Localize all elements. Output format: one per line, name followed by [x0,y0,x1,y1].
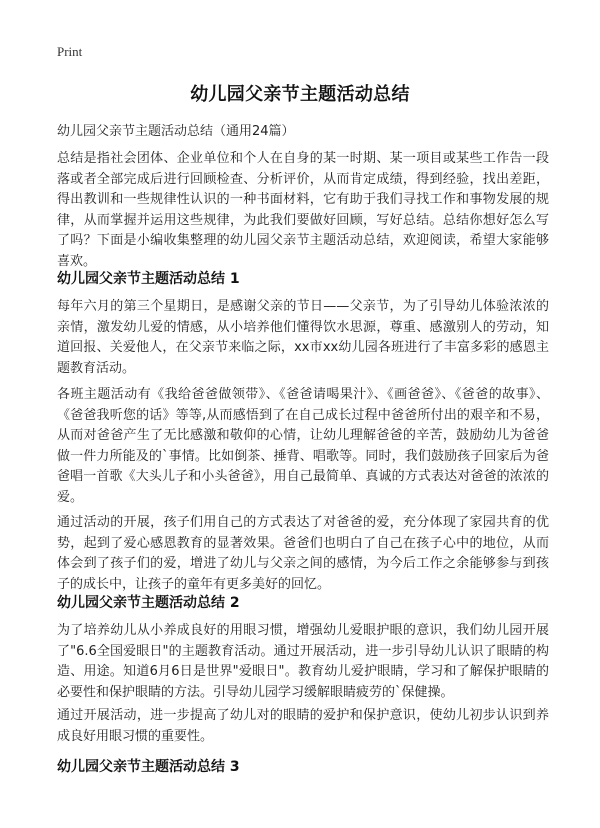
document-subtitle: 幼儿园父亲节主题活动总结（通用24篇） [57,124,295,139]
print-link[interactable]: Print [57,44,83,59]
section-2-paragraph-1: 为了培养幼儿从小养成良好的用眼习惯，增强幼儿爱眼护眼的意识，我们幼儿园开展了"6.6全国爱眼日"的主题教育活动。通过开展活动，进一步引导幼儿认识了眼睛的构造、用途。知道6月6日是世界"爱眼日"。教育幼儿爱护眼睛，学习和了解保护眼睛的必要性和保护眼睛的方法。引导幼儿园学习缓解眼睛疲劳的`保健操。 [57,623,549,700]
page-title: 幼儿园父亲节主题活动总结 [190,84,410,105]
section-2-paragraph-2: 通过开展活动，进一步提高了幼儿对的眼睛的爱护和保护意识，使幼儿初步认识到养成良好用眼习惯的重要性。 [57,708,549,744]
section-1-paragraph-2: 各班主题活动有《我给爸爸做领带》、《爸爸请喝果汁》、《画爸爸》、《爸爸的故事》、《爸爸我听您的话》等等,从而感悟到了在自己成长过程中爸爸所付出的艰辛和不易，从而对爸爸产生了无比感激和敬仰的心情，让幼儿理解爸爸的辛苦，鼓励幼儿为爸爸做一件力所能及的`事情。比如倒茶、捶背、唱歌等。同时，我们鼓励孩子回家后为爸爸唱一首歌《大头儿子和小头爸爸》，用自己最简单、真诚的方式表达对爸爸的浓浓的爱。 [57,387,549,505]
section-heading-2: 幼儿园父亲节主题活动总结 2 [57,595,240,611]
section-heading-1: 幼儿园父亲节主题活动总结 1 [57,271,240,287]
section-1-paragraph-3: 通过活动的开展，孩子们用自己的方式表达了对爸爸的爱，充分体现了家园共育的优势，起到了爱心感恩教育的显著效果。爸爸们也明白了自己在孩子心中的地位，从而体会到了孩子们的爱，增进了幼儿与父亲之间的感情，为今后工作之余能够参与到孩子的成长中，让孩子的童年有更多美好的回忆。 [57,515,549,592]
section-1-paragraph-1: 每年六月的第三个星期日，是感谢父亲的节日——父亲节，为了引导幼儿体验浓浓的亲情，激发幼儿爱的情感，从小培养他们懂得饮水思源，尊重、感激别人的劳动，知道回报、关爱他人，在父亲节来临之际，xx市xx幼儿园各班进行了丰富多彩的感恩主题教育活动。 [57,299,549,376]
section-heading-3: 幼儿园父亲节主题活动总结 3 [57,759,240,775]
intro-paragraph: 总结是指社会团体、企业单位和个人在自身的某一时期、某一项目或某些工作告一段落或者全部完成后进行回顾检查、分析评价，从而肯定成绩，得到经验，找出差距，得出教训和一些规律性认识的一种书面材料，它有助于我们寻找工作和事物发展的规律，从而掌握并运用这些规律，为此我们要做好回顾，写好总结。总结你想好怎么写了吗？下面是小编收集整理的幼儿园父亲节主题活动总结，欢迎阅读，希望大家能够喜欢。 [57,151,549,269]
